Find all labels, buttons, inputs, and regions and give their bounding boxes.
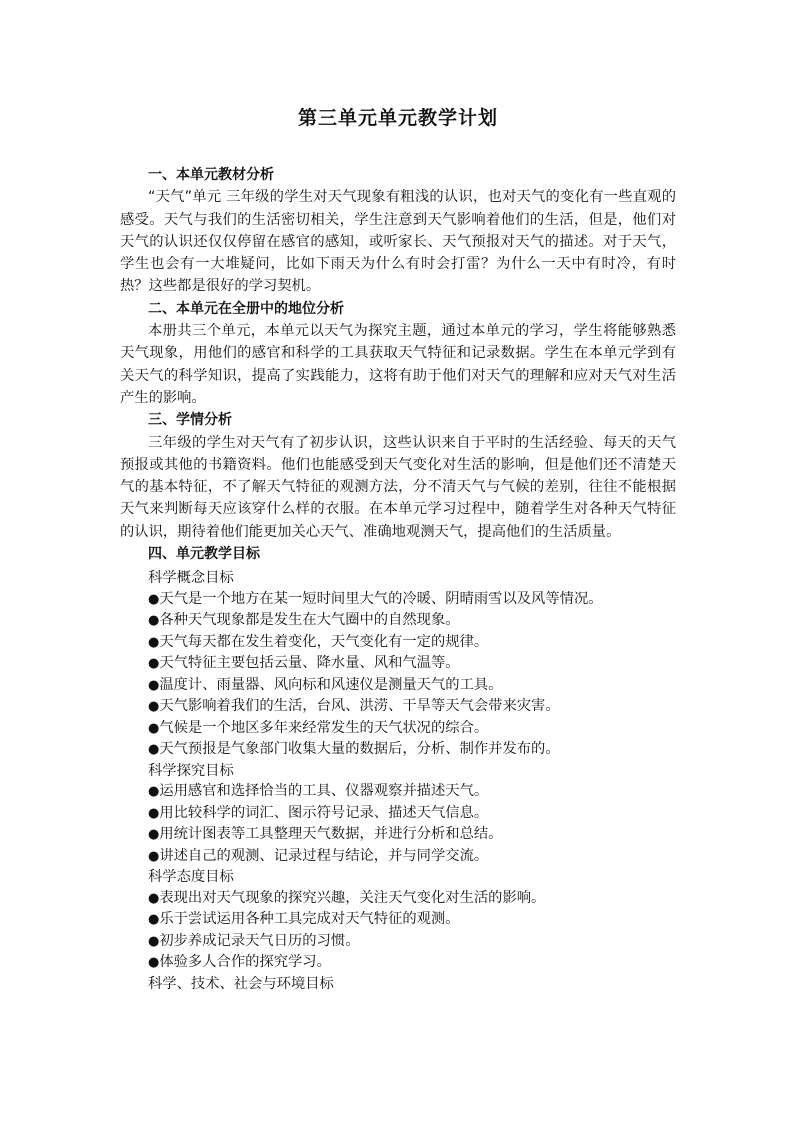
section-heading: 一、本单元教材分析 <box>148 167 274 183</box>
section-teaching-objectives <box>120 543 676 994</box>
section-student-analysis <box>120 409 676 543</box>
bullet-icon: ● <box>148 955 160 971</box>
list-item: ●乐于尝试运用各种工具完成对天气特征的观测。 <box>148 911 460 928</box>
bullet-icon: ● <box>148 634 160 650</box>
bullet-icon: ● <box>148 784 160 800</box>
list-item: ●用统计图表等工具整理天气数据，并进行分析和总结。 <box>148 826 503 843</box>
list-item: ●初步养成记录天气日历的习惯。 <box>148 932 360 949</box>
objective-group-concept <box>120 568 676 761</box>
bullet-icon: ● <box>148 656 160 672</box>
objective-label: 科学态度目标 <box>148 869 234 886</box>
bullet-icon: ● <box>148 677 160 693</box>
list-item: ●温度计、雨量器、风向标和风速仪是测量天气的工具。 <box>148 676 503 693</box>
section-paragraph: 三年级的学生对天气有了初步认识，这些认识来自于平时的生活经验、每天的天气预报或其他的书籍资料。他们也能感受到天气变化对生活的影响，但是他们还不清楚天气的基本特征，不了解天气特征的观测方法，分不清天气与气候的差别，往往不能根据天气来判断每天应该穿什么样的衣服。在本单元学习过程中，随着学生对各种天气特征的认识，期待着他们能更加关心天气、准确地观测天气，提高他们的生活质量。 <box>120 434 676 540</box>
bullet-icon: ● <box>148 912 160 928</box>
objective-group-inquiry <box>120 761 676 868</box>
list-item: ●体验多人合作的探究学习。 <box>148 954 331 971</box>
objective-list <box>120 888 676 974</box>
section-paragraph: 本册共三个单元，本单元以天气为探究主题，通过本单元的学习，学生将能够熟悉天气现象，用他们的感官和科学的工具获取天气特征和记录数据。学生在本单元学到有关天气的科学知识，提高了实践能力，这将有助于他们对天气的理解和应对天气对生活产生的影响。 <box>120 323 676 406</box>
section-paragraph: “天气”单元 三年级的学生对天气现象有粗浅的认识，也对天气的变化有一些直观的感受。天气与我们的生活密切相关，学生注意到天气影响着他们的生活，但是，他们对天气的认识还仅仅停留在感官的感知，或听家长、天气预报对天气的描述。对于天气，学生也会有一大堆疑问，比如下雨天为什么有时会打雷？为什么一天中有时冷，有时热？这些都是很好的学习契机。 <box>120 189 676 295</box>
list-item: ●用比较科学的词汇、图示符号记录、描述天气信息。 <box>148 804 489 821</box>
section-textbook-analysis <box>120 164 676 298</box>
document-title: 第三单元单元教学计划 <box>297 107 498 129</box>
list-item: ●讲述自己的观测、记录过程与结论，并与同学交流。 <box>148 847 489 864</box>
bullet-icon: ● <box>148 933 160 949</box>
section-heading: 二、本单元在全册中的地位分析 <box>148 300 344 317</box>
objective-list <box>120 781 676 867</box>
objective-group-stse <box>120 974 676 995</box>
list-item: ●运用感官和选择恰当的工具、仪器观察并描述天气。 <box>148 783 489 800</box>
bullet-icon: ● <box>148 805 160 821</box>
bullet-icon: ● <box>148 720 160 736</box>
list-item: ●各种天气现象都是发生在大气圈中的自然现象。 <box>148 612 460 629</box>
objective-label: 科学概念目标 <box>148 570 234 587</box>
list-item: ●天气影响着我们的生活，台风、洪涝、干旱等天气会带来灾害。 <box>148 698 560 715</box>
bullet-icon: ● <box>148 827 160 843</box>
section-heading: 四、单元教学目标 <box>148 546 260 563</box>
list-item: ●表现出对天气现象的探究兴趣，关注天气变化对生活的影响。 <box>148 889 546 906</box>
bullet-icon: ● <box>148 613 160 629</box>
list-item: ●天气是一个地方在某一短时间里大气的冷暖、阴晴雨雪以及风等情况。 <box>148 590 603 607</box>
section-heading: 三、学情分析 <box>148 412 232 429</box>
section-unit-position <box>120 298 676 409</box>
bullet-icon: ● <box>148 699 160 715</box>
list-item: ●天气预报是气象部门收集大量的数据后，分析、制作并发布的。 <box>148 741 560 758</box>
list-item: ●气候是一个地区多年来经常发生的天气状况的综合。 <box>148 719 489 736</box>
list-item: ●天气特征主要包括云量、降水量、风和气温等。 <box>148 655 460 672</box>
bullet-icon: ● <box>148 848 160 864</box>
bullet-icon: ● <box>148 591 160 607</box>
document-page <box>120 104 676 994</box>
objective-label: 科学、技术、社会与环境目标 <box>148 975 334 992</box>
bullet-icon: ● <box>148 890 160 906</box>
objective-list <box>120 589 676 761</box>
objective-label: 科学探究目标 <box>148 762 234 779</box>
list-item: ●天气每天都在发生着变化，天气变化有一定的规律。 <box>148 633 489 650</box>
objective-group-attitude <box>120 867 676 974</box>
bullet-icon: ● <box>148 742 160 758</box>
